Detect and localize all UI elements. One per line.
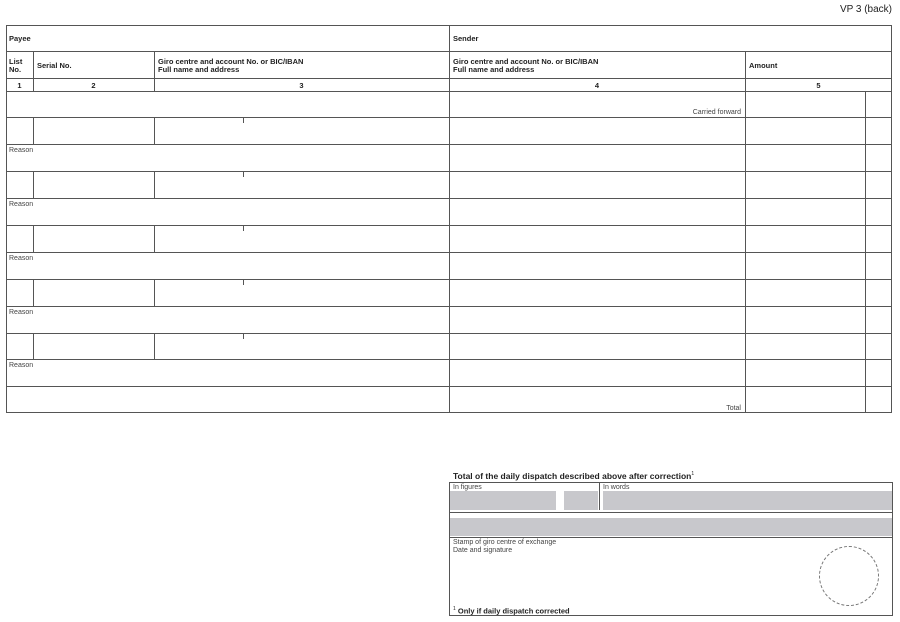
divider [154, 171, 155, 198]
column-number: 4 [594, 81, 600, 90]
divider [33, 225, 34, 252]
divider [243, 117, 244, 123]
divider [154, 279, 155, 306]
amount-header: Amount [749, 61, 778, 70]
sender-address-header: Full name and address [453, 65, 535, 74]
reason-label: Reason [9, 201, 34, 208]
sender-giro-header: Giro centre and account No. or BIC/IBAN [453, 57, 599, 66]
reason-label: Reason [9, 147, 34, 154]
serial-no-header: Serial No. [37, 61, 72, 70]
divider [154, 117, 155, 144]
dispatch-total-title-text: Total of the daily dispatch described above after correction [453, 470, 692, 481]
reason-label: Reason [9, 309, 34, 316]
footnote [453, 605, 570, 616]
total-label: Total [726, 405, 741, 412]
divider [243, 279, 244, 285]
payee-address-header: Full name and address [158, 65, 240, 74]
stamp-circle [819, 546, 879, 606]
divider [243, 225, 244, 231]
payee-header: Payee [9, 34, 31, 43]
footnote-text: Only if daily dispatch corrected [457, 606, 570, 616]
divider [154, 333, 155, 359]
divider [33, 333, 34, 359]
in-figures-field[interactable] [450, 491, 556, 510]
divider [745, 51, 746, 413]
divider [449, 512, 893, 513]
dispatch-total-title [453, 469, 694, 481]
divider [243, 333, 244, 339]
stamp-label: Stamp of giro centre of exchange [453, 539, 557, 546]
column-number: 3 [299, 81, 304, 90]
divider [865, 91, 866, 413]
in-words-label: In words [603, 484, 630, 491]
divider [33, 117, 34, 144]
carried-forward-label: Carried forward [692, 109, 741, 116]
column-number: 5 [816, 81, 821, 90]
in-words-field[interactable] [603, 491, 892, 510]
divider [449, 537, 893, 538]
divider [33, 171, 34, 198]
payee-giro-header: Giro centre and account No. or BIC/IBAN [158, 57, 304, 66]
divider [33, 279, 34, 306]
column-number: 1 [17, 81, 22, 90]
footnote-ref: 1 [691, 471, 695, 477]
divider [599, 482, 600, 510]
form-id: VP 3 (back) [839, 4, 892, 15]
divider [243, 171, 244, 177]
sender-header: Sender [453, 34, 479, 43]
column-number: 2 [91, 81, 96, 90]
list-no-header: List No. [9, 57, 23, 74]
in-figures-cents-field[interactable] [564, 491, 598, 510]
footnote-mark: 1 [453, 606, 456, 612]
date-signature-label: Date and signature [453, 547, 513, 554]
reason-label: Reason [9, 362, 34, 369]
reason-label: Reason [9, 255, 34, 262]
divider [154, 225, 155, 252]
in-words-continuation-field[interactable] [450, 518, 892, 536]
in-figures-label: In figures [453, 484, 482, 491]
